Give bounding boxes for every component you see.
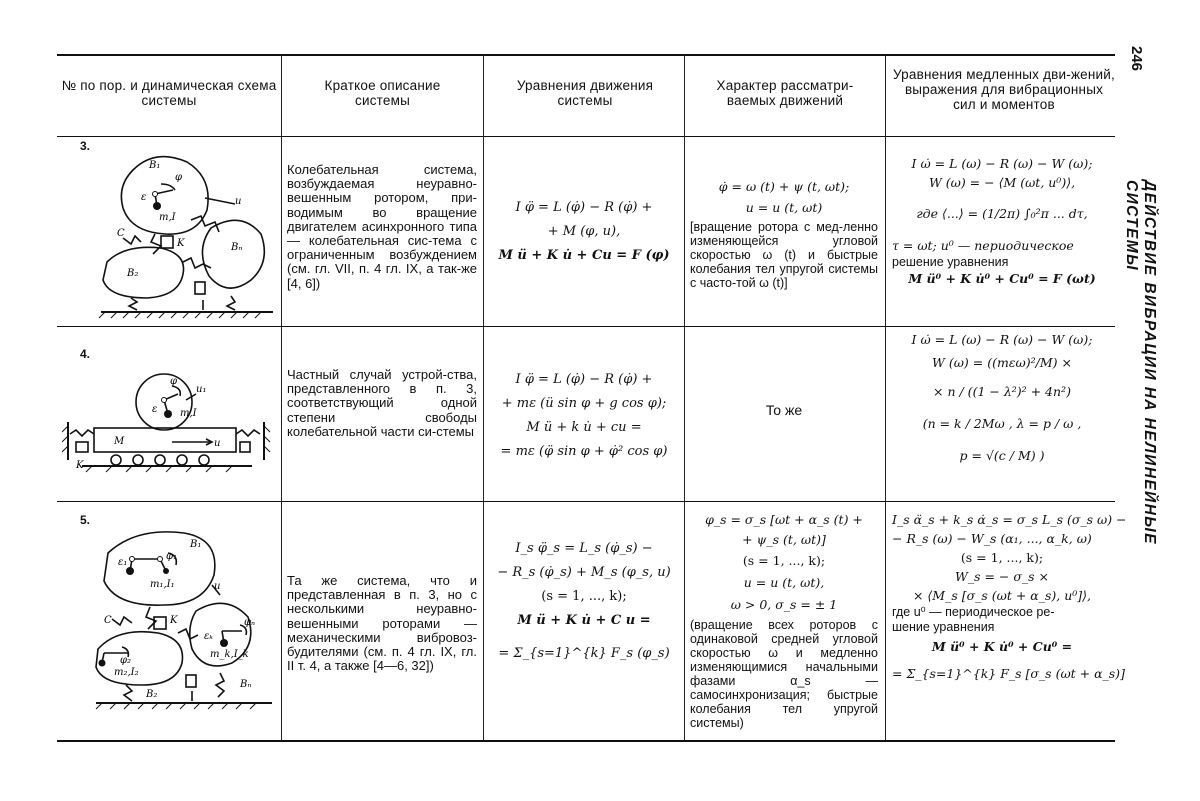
row-divider — [57, 501, 1115, 502]
row-5-slow-motion — [892, 510, 1127, 689]
equation-line: − R_s (φ̇_s) + M_s (φ_s, u) — [497, 565, 671, 580]
running-title: ДЕЙСТВИЕ ВИБРАЦИИ НА НЕЛИНЕЙНЫЕ СИСТЕМЫ — [1123, 180, 1158, 545]
page-number: 246 — [1128, 46, 1145, 72]
slow-line: W_s = − σ_s × — [954, 569, 1050, 584]
slow-line: (n = k / 2Mω , λ = p / ω , — [922, 416, 1082, 431]
row-3-description: Колебательная система, возбуждаемая неуравно-вешенным ротором, при-водимым во вращение двигателем асинхронного типа — колебательная сис-тема с ограниченным возбуждением (см. гл. VII, п. 4 гл. IX, а так-же [4, 6]) — [287, 162, 477, 291]
diag-label: B₂ — [127, 268, 139, 279]
diag-label: u — [214, 581, 221, 592]
slow-line: W (ω) = ((mεω)²/M) × — [932, 355, 1072, 370]
row-5-motion — [690, 510, 878, 730]
diag-label: φₙ — [244, 617, 256, 628]
column-divider — [684, 55, 685, 740]
row-3-slow-motion — [892, 154, 1112, 288]
diag-label: m_k,I_k — [210, 649, 249, 660]
motion-equation: + ψ_s (t, ωt)] — [742, 532, 826, 547]
diag-label: K — [177, 238, 185, 249]
table-bottom-rule — [57, 740, 1115, 742]
header-col-5: Уравнения медленных дви-жений, выражения для вибрационных сил и моментов — [893, 67, 1115, 112]
diagram-row-5 — [92, 525, 277, 720]
slow-line: p = √(c / M) ) — [959, 448, 1045, 463]
diag-label: m,I — [159, 212, 176, 223]
diag-label: ε — [152, 404, 158, 415]
diag-label: m₁,I₁ — [150, 579, 175, 590]
diagram-row-4 — [62, 370, 277, 475]
diag-label: u₁ — [196, 384, 207, 395]
equation-line: M ü + k u̇ + cu = — [526, 420, 642, 435]
motion-text: [вращение ротора с мед-ленно изменяющейся угловой скоростью ω (t) и быстрые колебания тел упругой системы с часто-той ω (t)] — [690, 220, 878, 290]
diag-label: u — [235, 196, 242, 207]
row-3-equations — [488, 196, 680, 268]
diag-label: φ — [170, 376, 178, 387]
diag-label: C — [117, 228, 125, 239]
body-b2 — [103, 247, 184, 298]
slow-line: I ω̇ = L (ω) − R (ω) − W (ω); — [911, 156, 1093, 171]
diag-label: B₁ — [190, 539, 202, 550]
row-4-equations — [488, 368, 680, 464]
diag-label: B₂ — [146, 689, 158, 700]
slow-line: I ω̇ = L (ω) − R (ω) − W (ω); — [911, 332, 1093, 347]
slow-line: W (ω) = − ⟨M (ωt, u⁰)⟩, — [928, 175, 1076, 190]
row-5-description: Та же система, что и представленная в п. 3, но с несколькими неуравно-вешенными роторами — механическими вибровоз-будителями (см. п. 4 гл. IX, гл. II т. 4, а также [4—6, 32]) — [287, 573, 477, 674]
row-4-motion: То же — [765, 402, 803, 418]
diag-label: M — [114, 436, 125, 447]
row-number: 3. — [80, 139, 91, 153]
equation-line: I φ̈ = L (φ̇) − R (φ̇) + — [515, 200, 653, 215]
column-divider — [483, 55, 484, 740]
motion-equation: u = u (t, ωt), — [743, 575, 825, 590]
diag-label: φ₂ — [120, 655, 132, 666]
table-top-rule — [57, 54, 1115, 56]
column-divider — [885, 55, 886, 740]
motion-text: (вращение всех роторов с одинаковой средней угловой скоростью ω и медленно изменяющимися начальными фазами α_s — самосинхронизация; быстрые колебания тел упругой системы) — [690, 618, 878, 730]
row-number: 5. — [80, 513, 91, 527]
diag-label: ε — [141, 192, 147, 203]
slow-line: I_s α̈_s + k_s α̇_s = σ_s L_s (σ_s ω) − — [892, 512, 1127, 527]
slow-line: τ = ωt; u⁰ — периодическое — [892, 238, 1074, 253]
header-bottom-rule — [57, 136, 1115, 137]
row-divider — [57, 326, 1115, 327]
equation-line: + M (φ, u), — [547, 224, 621, 239]
equation-line: I φ̈ = L (φ̇) − R (φ̇) + — [515, 372, 653, 387]
slow-line: = Σ_{s=1}^{k} F_s [σ_s (ωt + α_s)] — [892, 666, 1125, 681]
diag-label: m,I — [180, 408, 197, 419]
diag-label: B₁ — [149, 160, 161, 171]
column-divider — [281, 55, 282, 740]
diag-label: m₂,I₂ — [114, 667, 139, 678]
motion-equation: φ_s = σ_s [ωt + α_s (t) + — [705, 512, 863, 527]
row-3-motion — [690, 176, 878, 290]
equation-line: + mε (ü sin φ + g cos φ); — [501, 396, 667, 411]
diag-label: ε₁ — [118, 557, 128, 568]
slow-line: где ⟨...⟩ = (1/2π) ∫₀²π ... dτ, — [916, 206, 1088, 221]
diag-label: φ₁ — [166, 551, 178, 562]
motion-equation: (s = 1, ..., k); — [742, 553, 826, 568]
equation-line: I_s φ̈_s = L_s (φ̇_s) − — [515, 541, 653, 556]
equation-line: = mε (φ̈ sin φ + φ̇² cos φ) — [500, 444, 668, 459]
motion-equation: φ̇ = ω (t) + ψ (t, ωt); — [718, 179, 850, 194]
header-col-1: № по пор. и динамическая схема системы — [61, 78, 277, 108]
header-col-2: Краткое описание системы — [324, 78, 441, 108]
row-4-slow-motion — [892, 330, 1112, 471]
slow-line: × ⟨M_s [σ_s (ωt + α_s), u⁰]⟩, — [912, 588, 1092, 603]
row-4-description: Частный случай устрой-ства, представленного в п. 3, соответствующий одной степени свободы колебательной части си-стемы — [287, 367, 477, 439]
diag-label: K — [170, 615, 178, 626]
equation-line: M ü + K u̇ + C u = — [517, 613, 651, 628]
motion-equation: ω > 0, σ_s = ± 1 — [730, 597, 838, 612]
diagram-row-3 — [95, 150, 275, 320]
diag-label: Bₙ — [231, 242, 243, 253]
body-b2 — [96, 632, 183, 685]
diag-label: u — [214, 438, 221, 449]
slow-line: M ü⁰ + K u̇⁰ + Cu⁰ = F (ωt) — [908, 271, 1096, 286]
row-number: 4. — [80, 347, 91, 361]
diag-label: K — [76, 460, 84, 471]
equation-line: = Σ_{s=1}^{k} F_s (φ_s) — [498, 646, 670, 661]
body-bn — [202, 220, 264, 288]
header-col-4: Характер рассматри-ваемых движений — [716, 78, 854, 108]
slow-line: M ü⁰ + K u̇⁰ + Cu⁰ = — [931, 639, 1073, 654]
slow-line: где u⁰ — периодическое ре- — [892, 605, 1055, 619]
diag-label: C — [104, 615, 112, 626]
slow-line: (s = 1, ..., k); — [960, 550, 1044, 565]
slow-line: шение уравнения — [892, 620, 995, 634]
slow-line: решение уравнения — [892, 255, 1009, 269]
slow-line: − R_s (ω) − W_s (α₁, ..., α_k, ω) — [892, 531, 1092, 546]
row-5-equations — [488, 537, 680, 675]
slow-line: × n / ((1 − λ²)² + 4n²) — [933, 384, 1071, 399]
equation-line: (s = 1, ..., k); — [541, 589, 627, 604]
diag-label: εₖ — [204, 631, 214, 642]
header-col-3: Уравнения движения системы — [516, 78, 654, 108]
motion-equation: u = u (t, ωt) — [745, 200, 823, 215]
diag-label: Bₙ — [240, 679, 252, 690]
diag-label: φ — [175, 172, 183, 183]
equation-line: M ü + K u̇ + Cu = F (φ) — [498, 248, 670, 263]
